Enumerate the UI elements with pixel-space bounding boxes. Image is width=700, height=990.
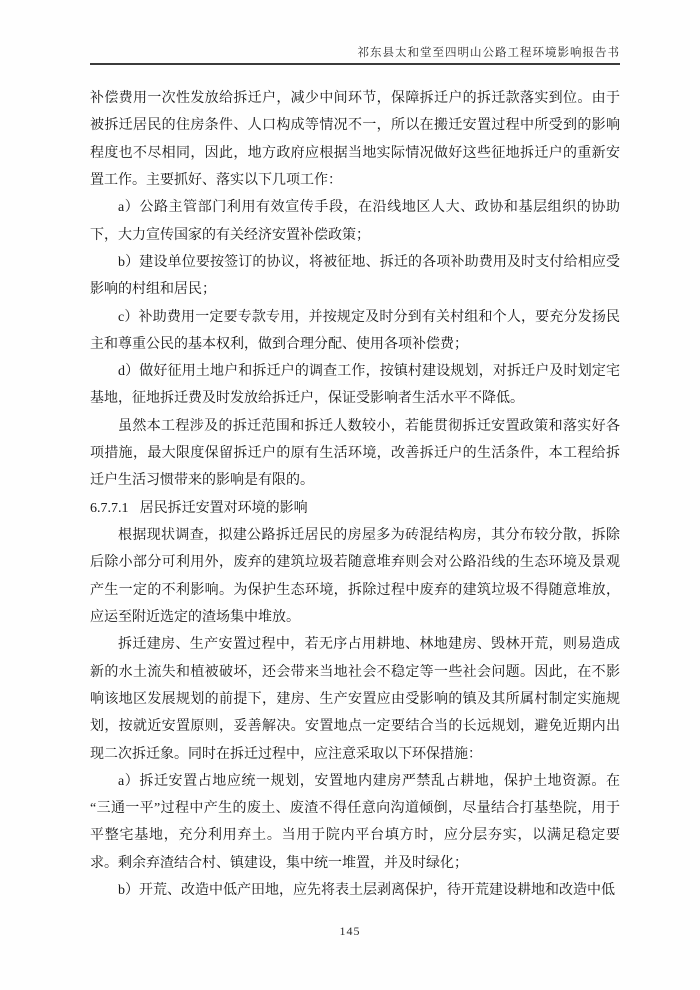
paragraph-continued: 补偿费用一次性发放给拆迁户，减少中间环节，保障拆迁户的拆迁款落实到位。由于被拆迁居民的住房条件、人口构成等情况不一，所以在搬迁安置过程中所受到的影响程度也不尽相同，因此，地方政府应根据当地实际情况做好这些征地拆迁户的重新安置工作。主要抓好、落实以下几项工作： <box>90 91 620 188</box>
page-number: 145 <box>339 924 361 938</box>
list-item-a: a）公路主管部门利用有效宣传手段，在沿线地区人大、政协和基层组织的协助下，大力宣传国家的有关经济安置补偿政策； <box>90 200 620 243</box>
paragraph-survey: 根据现状调查，拟建公路拆迁居民的房屋多为砖混结构房，其分布较分散，拆除后除小部分可利用外，废弃的建筑垃圾若随意堆弃则会对公路沿线的生态环境及景观产生一定的不利影响。为保护生态环境，拆除过程中废弃的建筑垃圾不得随意堆放，应运至附近选定的渣场集中堆放。 <box>90 528 620 625</box>
list-item-c: c）补助费用一定要专款专用，并按规定及时分到有关村组和个人，要充分发扬民主和尊重公民的基本权利，做到合理分配、使用各项补偿费； <box>90 309 620 352</box>
measure-item-a: a）拆迁安置占地应统一规划，安置地内建房严禁乱占耕地，保护土地资源。在“三通一平”过程中产生的废土、废渣不得任意向沟道倾倒，尽量结合打基垫院，用于平整宅基地，充分利用弃土。当用于院内平台填方时，应分层夯实，以满足稳定要求。剩余弃渣结合村、镇建设，集中统一堆置，并及时绿化； <box>90 773 620 871</box>
section-title: 居民拆迁安置对环境的影响 <box>139 500 308 516</box>
document-body <box>90 85 620 904</box>
page-header <box>90 46 620 65</box>
list-item-d: d）做好征用土地户和拆迁户的调查工作，按镇村建设规划，对拆迁户及时划定宅基地，征地拆迁费及时发放给拆迁户，保证受影响者生活水平不降低。 <box>90 364 620 407</box>
paragraph-conclusion: 虽然本工程涉及的拆迁范围和拆迁人数较小，若能贯彻拆迁安置政策和落实好各项措施，最大限度保留拆迁户的原有生活环境，改善拆迁户的生活条件，本工程给拆迁户生活习惯带来的影响是有限的。 <box>90 418 620 489</box>
header-title: 祁东县太和堂至四明山公路工程环境影响报告书 <box>357 47 620 59</box>
page-footer <box>0 922 700 940</box>
section-number: 6.7.7.1 <box>90 500 129 516</box>
header-rule <box>90 63 620 65</box>
measure-item-b: b）开荒、改造中低产田地，应先将表土层剥离保护，待开荒建设耕地和改造中低 <box>118 883 615 899</box>
paragraph-resettlement: 拆迁建房、生产安置过程中，若无序占用耕地、林地建房、毁林开荒，则易造成新的水土流失和植被破坏，还会带来当地社会不稳定等一些社会问题。因此，在不影响该地区发展规划的前提下，建房、生产安置应由受影响的镇及其所属村制定实施规划，按就近安置原则，妥善解决。安置地点一定要结合当的长远规划，避免近期内出现二次拆迁象。同时在拆迁过程中，应注意采取以下环保措施： <box>90 637 620 762</box>
section-heading <box>90 495 620 522</box>
list-item-b: b）建设单位要按签订的协议，将被征地、拆迁的各项补助费用及时支付给相应受影响的村组和居民； <box>90 254 620 298</box>
